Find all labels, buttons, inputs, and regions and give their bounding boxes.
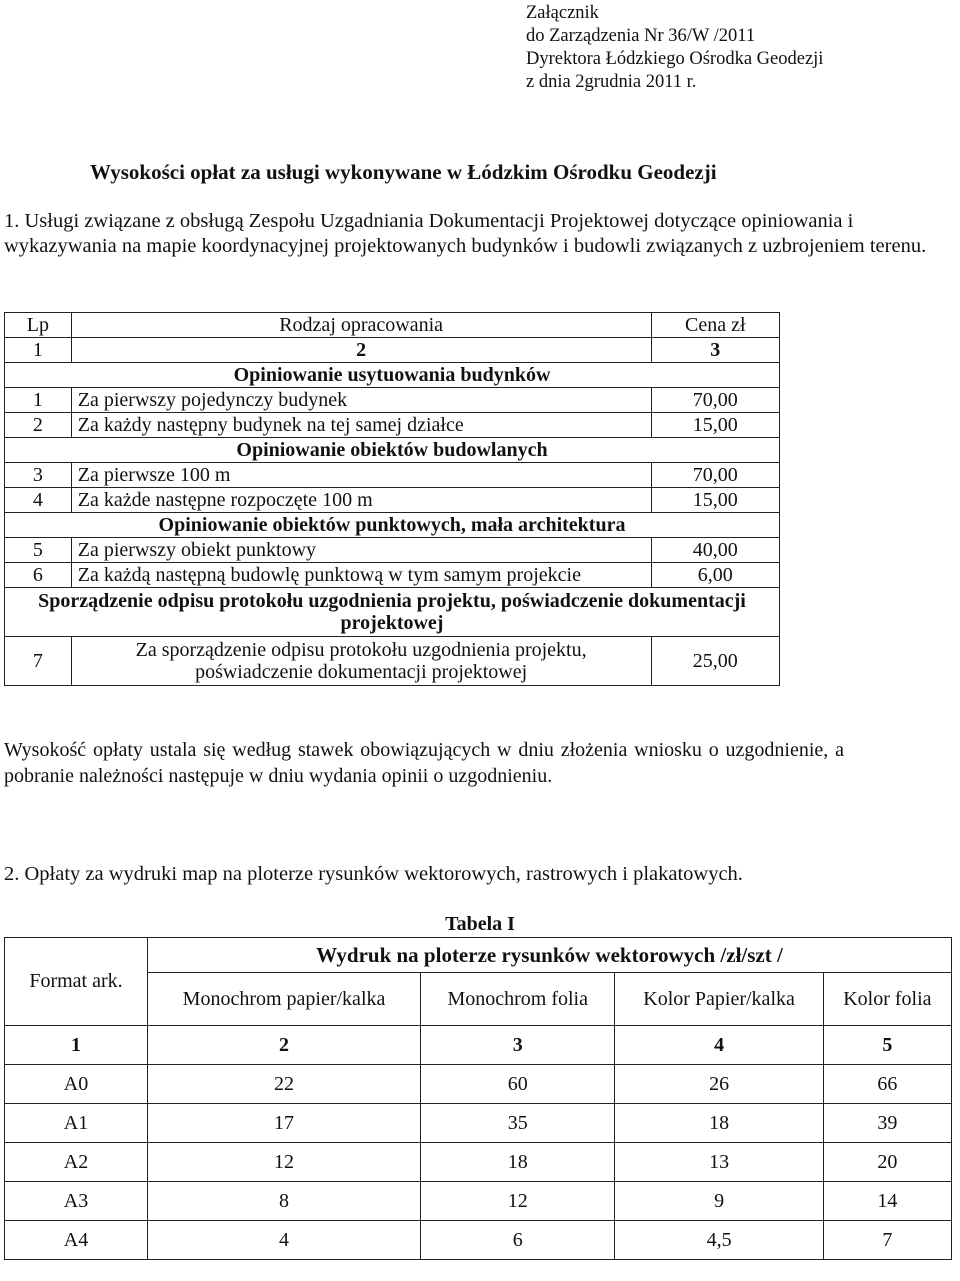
- row-lp: 5: [5, 538, 72, 563]
- header-col-2: Monochrom folia: [421, 973, 615, 1026]
- price-cell: 18: [615, 1104, 823, 1143]
- row-name: Za pierwsze 100 m: [71, 463, 651, 488]
- table-row: [5, 563, 780, 588]
- row-price: 70,00: [651, 388, 780, 413]
- header-format: Format ark.: [5, 938, 148, 1026]
- section-row: [5, 363, 780, 388]
- price-cell: 13: [615, 1143, 823, 1182]
- number-cell: 3: [421, 1026, 615, 1065]
- section-heading: Opiniowanie obiektów punktowych, mała architektura: [5, 513, 780, 538]
- table-row: [5, 388, 780, 413]
- annex-header: [526, 2, 823, 94]
- number-cell: 4: [615, 1026, 823, 1065]
- header-name: Rodzaj opracowania: [71, 313, 651, 338]
- table-row: [5, 1221, 952, 1260]
- row-name: Za pierwszy pojedynczy budynek: [71, 388, 651, 413]
- table-header-row: [5, 938, 952, 973]
- number-cell: 2: [148, 1026, 421, 1065]
- number-cell: 1: [5, 1026, 148, 1065]
- section-row: [5, 513, 780, 538]
- section-2-text: 2. Opłaty za wydruki map na ploterze rysunków wektorowych, rastrowych i plakatowych.: [4, 863, 743, 885]
- price-cell: 66: [823, 1065, 951, 1104]
- table-header-row: [5, 313, 780, 338]
- annex-line-3: Dyrektora Łódzkiego Ośrodka Geodezji: [526, 49, 824, 69]
- header-plotter: Wydruk na ploterze rysunków wektorowych /zł/szt /: [148, 938, 952, 973]
- row-lp: 3: [5, 463, 72, 488]
- row-price: 70,00: [651, 463, 780, 488]
- row-name: Za każdy następny budynek na tej samej działce: [71, 413, 651, 438]
- fees-table: [4, 312, 780, 686]
- price-cell: 20: [823, 1143, 951, 1182]
- section-heading: Opiniowanie usytuowania budynków: [5, 363, 780, 388]
- price-cell: 4,5: [615, 1221, 823, 1260]
- number-cell: 1: [5, 338, 72, 363]
- format-cell: A4: [5, 1221, 148, 1260]
- row-name: Za sporządzenie odpisu protokołu uzgodnienia projektu, poświadczenie dokumentacji projektowej: [71, 637, 651, 686]
- table-number-row: [5, 338, 780, 363]
- annex-line-1: Załącznik: [526, 3, 599, 23]
- table-row: [5, 1182, 952, 1221]
- table-row: [5, 1065, 952, 1104]
- format-cell: A3: [5, 1182, 148, 1221]
- table-number-row: [5, 1026, 952, 1065]
- section-heading: Opiniowanie obiektów budowlanych: [5, 438, 780, 463]
- number-cell: 5: [823, 1026, 951, 1065]
- document-title: Wysokości opłat za usługi wykonywane w Łódzkim Ośrodku Geodezji: [90, 160, 717, 184]
- format-cell: A0: [5, 1065, 148, 1104]
- price-cell: 60: [421, 1065, 615, 1104]
- plotter-prices-table: [4, 937, 952, 1260]
- price-cell: 4: [148, 1221, 421, 1260]
- price-cell: 12: [421, 1182, 615, 1221]
- header-col-3: Kolor Papier/kalka: [615, 973, 823, 1026]
- row-lp: 7: [5, 637, 72, 686]
- row-lp: 1: [5, 388, 72, 413]
- section-row: [5, 438, 780, 463]
- row-price: 25,00: [651, 637, 780, 686]
- header-price: Cena zł: [651, 313, 780, 338]
- section-row: [5, 588, 780, 637]
- row-lp: 2: [5, 413, 72, 438]
- annex-line-2: do Zarządzenia Nr 36/W /2011: [526, 26, 756, 46]
- price-cell: 22: [148, 1065, 421, 1104]
- table-subheader-row: [5, 973, 952, 1026]
- price-cell: 39: [823, 1104, 951, 1143]
- fee-note: Wysokość opłaty ustala się według stawek obowiązujących w dniu złożenia wniosku o uzgodnienie, a pobranie należności następuje w dniu wydania opinii o uzgodnieniu.: [4, 739, 844, 787]
- header-col-1: Monochrom papier/kalka: [148, 973, 421, 1026]
- number-cell: 3: [651, 338, 780, 363]
- price-cell: 26: [615, 1065, 823, 1104]
- price-cell: 8: [148, 1182, 421, 1221]
- row-name: Za pierwszy obiekt punktowy: [71, 538, 651, 563]
- section-1-text: 1. Usługi związane z obsługą Zespołu Uzgadniania Dokumentacji Projektowej dotyczące opiniowania i wykazywania na mapie koordynacyjnej projektowanych budynków i budowli związanych z uzbrojeniem terenu.: [4, 210, 927, 257]
- table-row: [5, 413, 780, 438]
- number-cell: 2: [71, 338, 651, 363]
- row-lp: 6: [5, 563, 72, 588]
- price-cell: 35: [421, 1104, 615, 1143]
- row-price: 15,00: [651, 413, 780, 438]
- format-cell: A1: [5, 1104, 148, 1143]
- row-name: Za każdą następną budowlę punktową w tym samym projekcie: [71, 563, 651, 588]
- table-caption: Tabela I: [445, 913, 515, 935]
- table-row: [5, 488, 780, 513]
- price-cell: 9: [615, 1182, 823, 1221]
- row-price: 6,00: [651, 563, 780, 588]
- table-row: [5, 463, 780, 488]
- format-cell: A2: [5, 1143, 148, 1182]
- row-price: 15,00: [651, 488, 780, 513]
- price-cell: 6: [421, 1221, 615, 1260]
- price-cell: 18: [421, 1143, 615, 1182]
- annex-line-4: z dnia 2grudnia 2011 r.: [526, 72, 697, 92]
- row-price: 40,00: [651, 538, 780, 563]
- table-row: [5, 538, 780, 563]
- table-row: [5, 1143, 952, 1182]
- row-lp: 4: [5, 488, 72, 513]
- price-cell: 7: [823, 1221, 951, 1260]
- row-name: Za każde następne rozpoczęte 100 m: [71, 488, 651, 513]
- table-row: [5, 1104, 952, 1143]
- price-cell: 17: [148, 1104, 421, 1143]
- header-col-4: Kolor folia: [823, 973, 951, 1026]
- section-heading: Sporządzenie odpisu protokołu uzgodnienia projektu, poświadczenie dokumentacji projektowej: [5, 588, 780, 637]
- price-cell: 12: [148, 1143, 421, 1182]
- header-lp: Lp: [5, 313, 72, 338]
- price-cell: 14: [823, 1182, 951, 1221]
- table-row: [5, 637, 780, 686]
